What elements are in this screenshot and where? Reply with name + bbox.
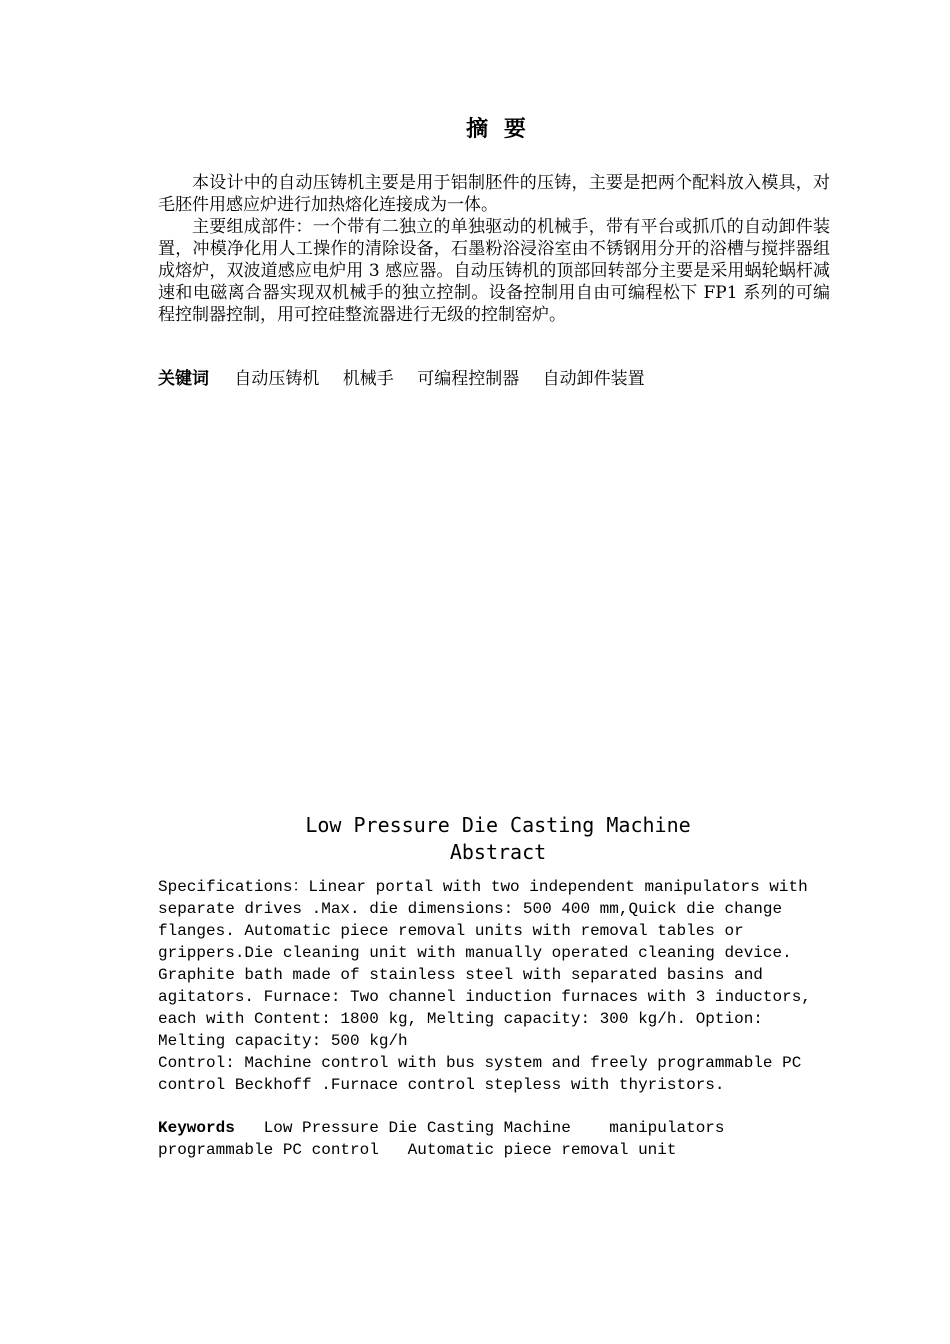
chinese-abstract-body — [158, 172, 830, 326]
chinese-keyword-4: 自动卸件装置 — [542, 369, 645, 389]
english-title: Low Pressure Die Casting Machine — [305, 813, 691, 837]
chinese-abstract-paragraph-2: 主要组成部件：一个带有二独立的单独驱动的机械手，带有平台或抓爪的自动卸件装置，冲模净化用人工操作的清除设备，石墨粉浴浸浴室由不锈钢用分开的浴槽与搅拌器组成熔炉，双波道感应电炉用 3 感应器。自动压铸机的顶部回转部分主要是采用蜗轮蜗杆减速和电磁离合器实现双机械手的独立控制。设备控制用自由可编程松下 FP1 系列的可编程控制器控制，用可控硅整流器进行无级的控制窑炉。 — [158, 217, 830, 325]
english-title-block — [0, 812, 950, 866]
chinese-keyword-1: 自动压铸机 — [234, 369, 320, 389]
chinese-abstract-paragraph-1: 本设计中的自动压铸机主要是用于铝制胚件的压铸，主要是把两个配料放入模具，对毛胚件用感应炉进行加热熔化连接成为一体。 — [158, 173, 830, 215]
chinese-keyword-2: 机械手 — [342, 369, 394, 389]
english-abstract-body: Specifications：Linear portal with two independent manipulators with separate drives .Max. die dimensions: 500 400 mm,Quick die change flanges. Automatic piece removal units with removal tables or grippers.Die cleaning unit with manually operated cleaning device. Graphite bath made of stainless steel with separated basins and agitators. Furnace: Two channel induction furnaces with 3 inductors, each with Content: 1800 kg, Melting capacity: 300 kg/h. Option: Melting capacity: 500 kg/h Control: Machine control with bus system and freely programmable PC control Beckhoff .Furnace control stepless with thyristors. — [158, 878, 811, 1094]
chinese-abstract-title: 摘 要 — [466, 116, 530, 142]
english-keywords-line-2: programmable PC control Automatic piece removal unit — [158, 1141, 677, 1159]
english-keywords-label: Keywords — [158, 1119, 235, 1137]
chinese-keyword-3: 可编程控制器 — [417, 369, 520, 389]
english-keywords-line-1: Low Pressure Die Casting Machine manipulators — [234, 1119, 725, 1137]
english-abstract-heading: Abstract — [449, 840, 547, 864]
chinese-keywords-label: 关键词 — [158, 369, 209, 389]
english-keywords — [158, 1117, 838, 1161]
chinese-keywords — [158, 368, 663, 390]
